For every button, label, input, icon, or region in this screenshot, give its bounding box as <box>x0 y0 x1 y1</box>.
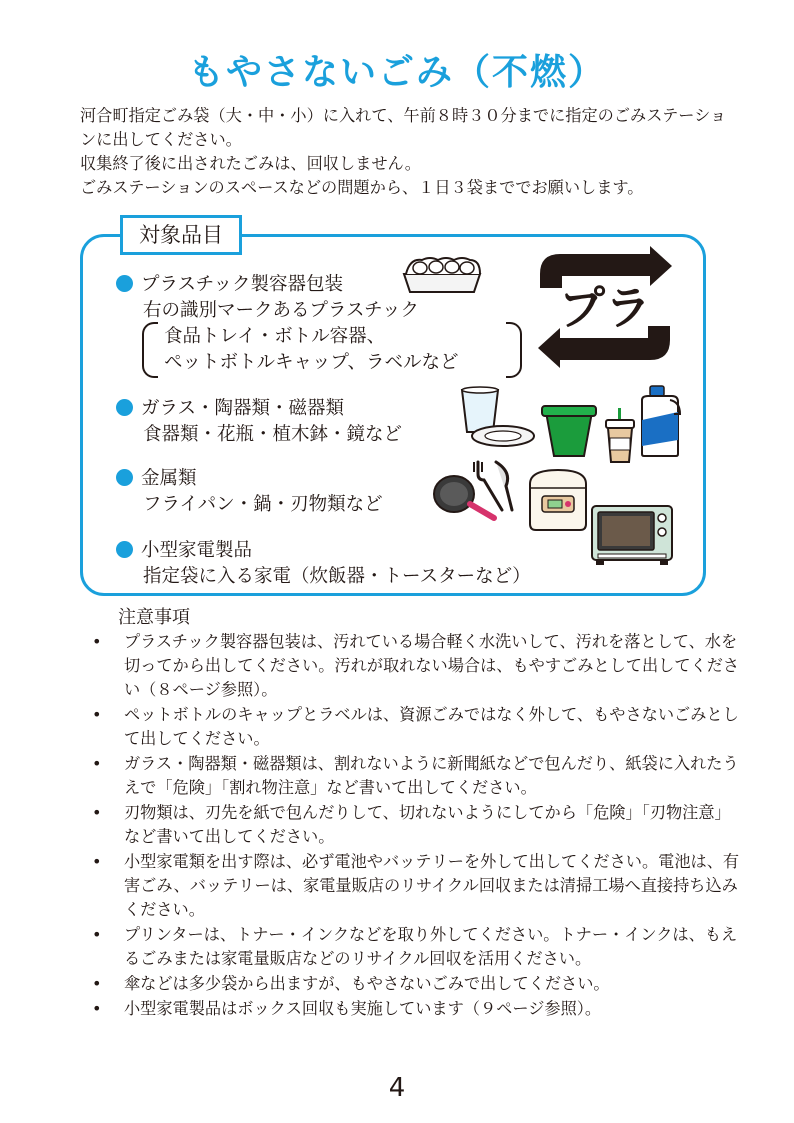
note-item <box>92 923 742 971</box>
coffee-cup-icon <box>602 408 638 464</box>
egg-carton-icon <box>400 252 484 296</box>
bracket-right <box>506 322 522 378</box>
page-title: もやさないごみ（不燃） <box>187 52 606 93</box>
note-text: ガラス・陶器類・磁器類は、割れないように新聞紙などで包んだり、紙袋に入れたうえで「危険」「割れ物注意」など書いて出してください。 <box>124 754 739 797</box>
note-bullet: • <box>92 974 102 993</box>
target-items-label: 対象品目 <box>120 215 242 255</box>
notes-list <box>92 630 742 1022</box>
category-line: 右の識別マークあるプラスチック <box>143 300 420 321</box>
note-bullet: • <box>92 705 102 724</box>
note-bullet: • <box>92 632 102 651</box>
category-glass <box>116 396 402 448</box>
note-text: 傘などは多少袋から出ますが、もやさないごみで出してください。 <box>124 974 610 993</box>
category-line: 食器類・花瓶・植木鉢・鏡など <box>143 424 403 445</box>
category-line: 食品トレイ・ボトル容器、 <box>164 326 386 347</box>
bullet-dot-icon <box>116 469 133 486</box>
note-bullet: • <box>92 852 102 871</box>
toaster-oven-icon <box>590 504 674 566</box>
note-bullet: • <box>92 803 102 822</box>
note-item <box>92 850 742 922</box>
notes-title: 注意事項 <box>118 607 190 628</box>
category-head: 金属類 <box>141 468 197 489</box>
flower-pot-icon <box>540 402 598 458</box>
bracket-left <box>142 322 158 378</box>
category-head: ガラス・陶器類・磁器類 <box>141 398 344 419</box>
category-line: フライパン・鍋・刃物類など <box>143 494 383 515</box>
note-item <box>92 801 742 849</box>
category-small-appliance <box>116 538 531 590</box>
note-text: ペットボトルのキャップとラベルは、資源ごみではなく外して、もやさないごみとして出してください。 <box>124 705 739 748</box>
category-line: ペットボトルキャップ、ラベルなど <box>164 352 459 373</box>
note-bullet: • <box>92 925 102 944</box>
category-head: プラスチック製容器包装 <box>141 274 344 295</box>
note-bullet: • <box>92 999 102 1018</box>
note-text: 小型家電類を出す際は、必ず電池やバッテリーを外して出してください。電池は、有害ごみ、バッテリーは、家電量販店のリサイクル回収または清掃工場へ直接持ち込みください。 <box>124 852 740 919</box>
note-item <box>92 752 742 800</box>
note-text: プリンターは、トナー・インクなどを取り外してください。トナー・インクは、もえるごみまたは家電量販店などのリサイクル回収を活用ください。 <box>124 925 738 968</box>
note-item <box>92 703 742 751</box>
intro-line: ごみステーションのスペースなどの問題から、１日３袋まででお願いします。 <box>80 178 644 197</box>
note-item <box>92 630 742 702</box>
note-item <box>92 997 742 1021</box>
fork-knife-icon <box>472 460 516 514</box>
plastic-recycle-mark-icon <box>530 244 680 370</box>
note-bullet: • <box>92 754 102 773</box>
note-text: 刃物類は、刃先を紙で包んだりして、切れないようにしてから「危険」「刃物注意」など書いて出してください。 <box>124 803 731 846</box>
bullet-dot-icon <box>116 399 133 416</box>
category-head: 小型家電製品 <box>141 540 253 561</box>
page-number: 4 <box>388 1073 406 1103</box>
note-text: プラスチック製容器包装は、汚れている場合軽く水洗いして、汚れを落として、水を切ってから出してください。汚れが取れない場合は、もやすごみとして出してください（８ページ参照）。 <box>124 632 740 699</box>
bullet-dot-icon <box>116 541 133 558</box>
note-text: 小型家電製品はボックス回収も実施しています（９ページ参照）。 <box>124 999 602 1018</box>
plate-icon <box>470 424 536 448</box>
category-line: 指定袋に入る家電（炊飯器・トースターなど） <box>143 566 531 587</box>
intro-line: 河合町指定ごみ袋（大・中・小）に入れて、午前８時３０分までに指定のごみステーションに出してください。 <box>80 106 727 149</box>
intro-text <box>80 104 740 200</box>
intro-line: 収集終了後に出されたごみは、回収しません。 <box>80 154 421 173</box>
bullet-dot-icon <box>116 275 133 292</box>
note-item <box>92 972 742 996</box>
category-metal <box>116 466 383 518</box>
rice-cooker-icon <box>526 466 590 532</box>
detergent-bottle-icon <box>636 386 684 458</box>
recycle-mark-text: プラ <box>559 281 651 335</box>
